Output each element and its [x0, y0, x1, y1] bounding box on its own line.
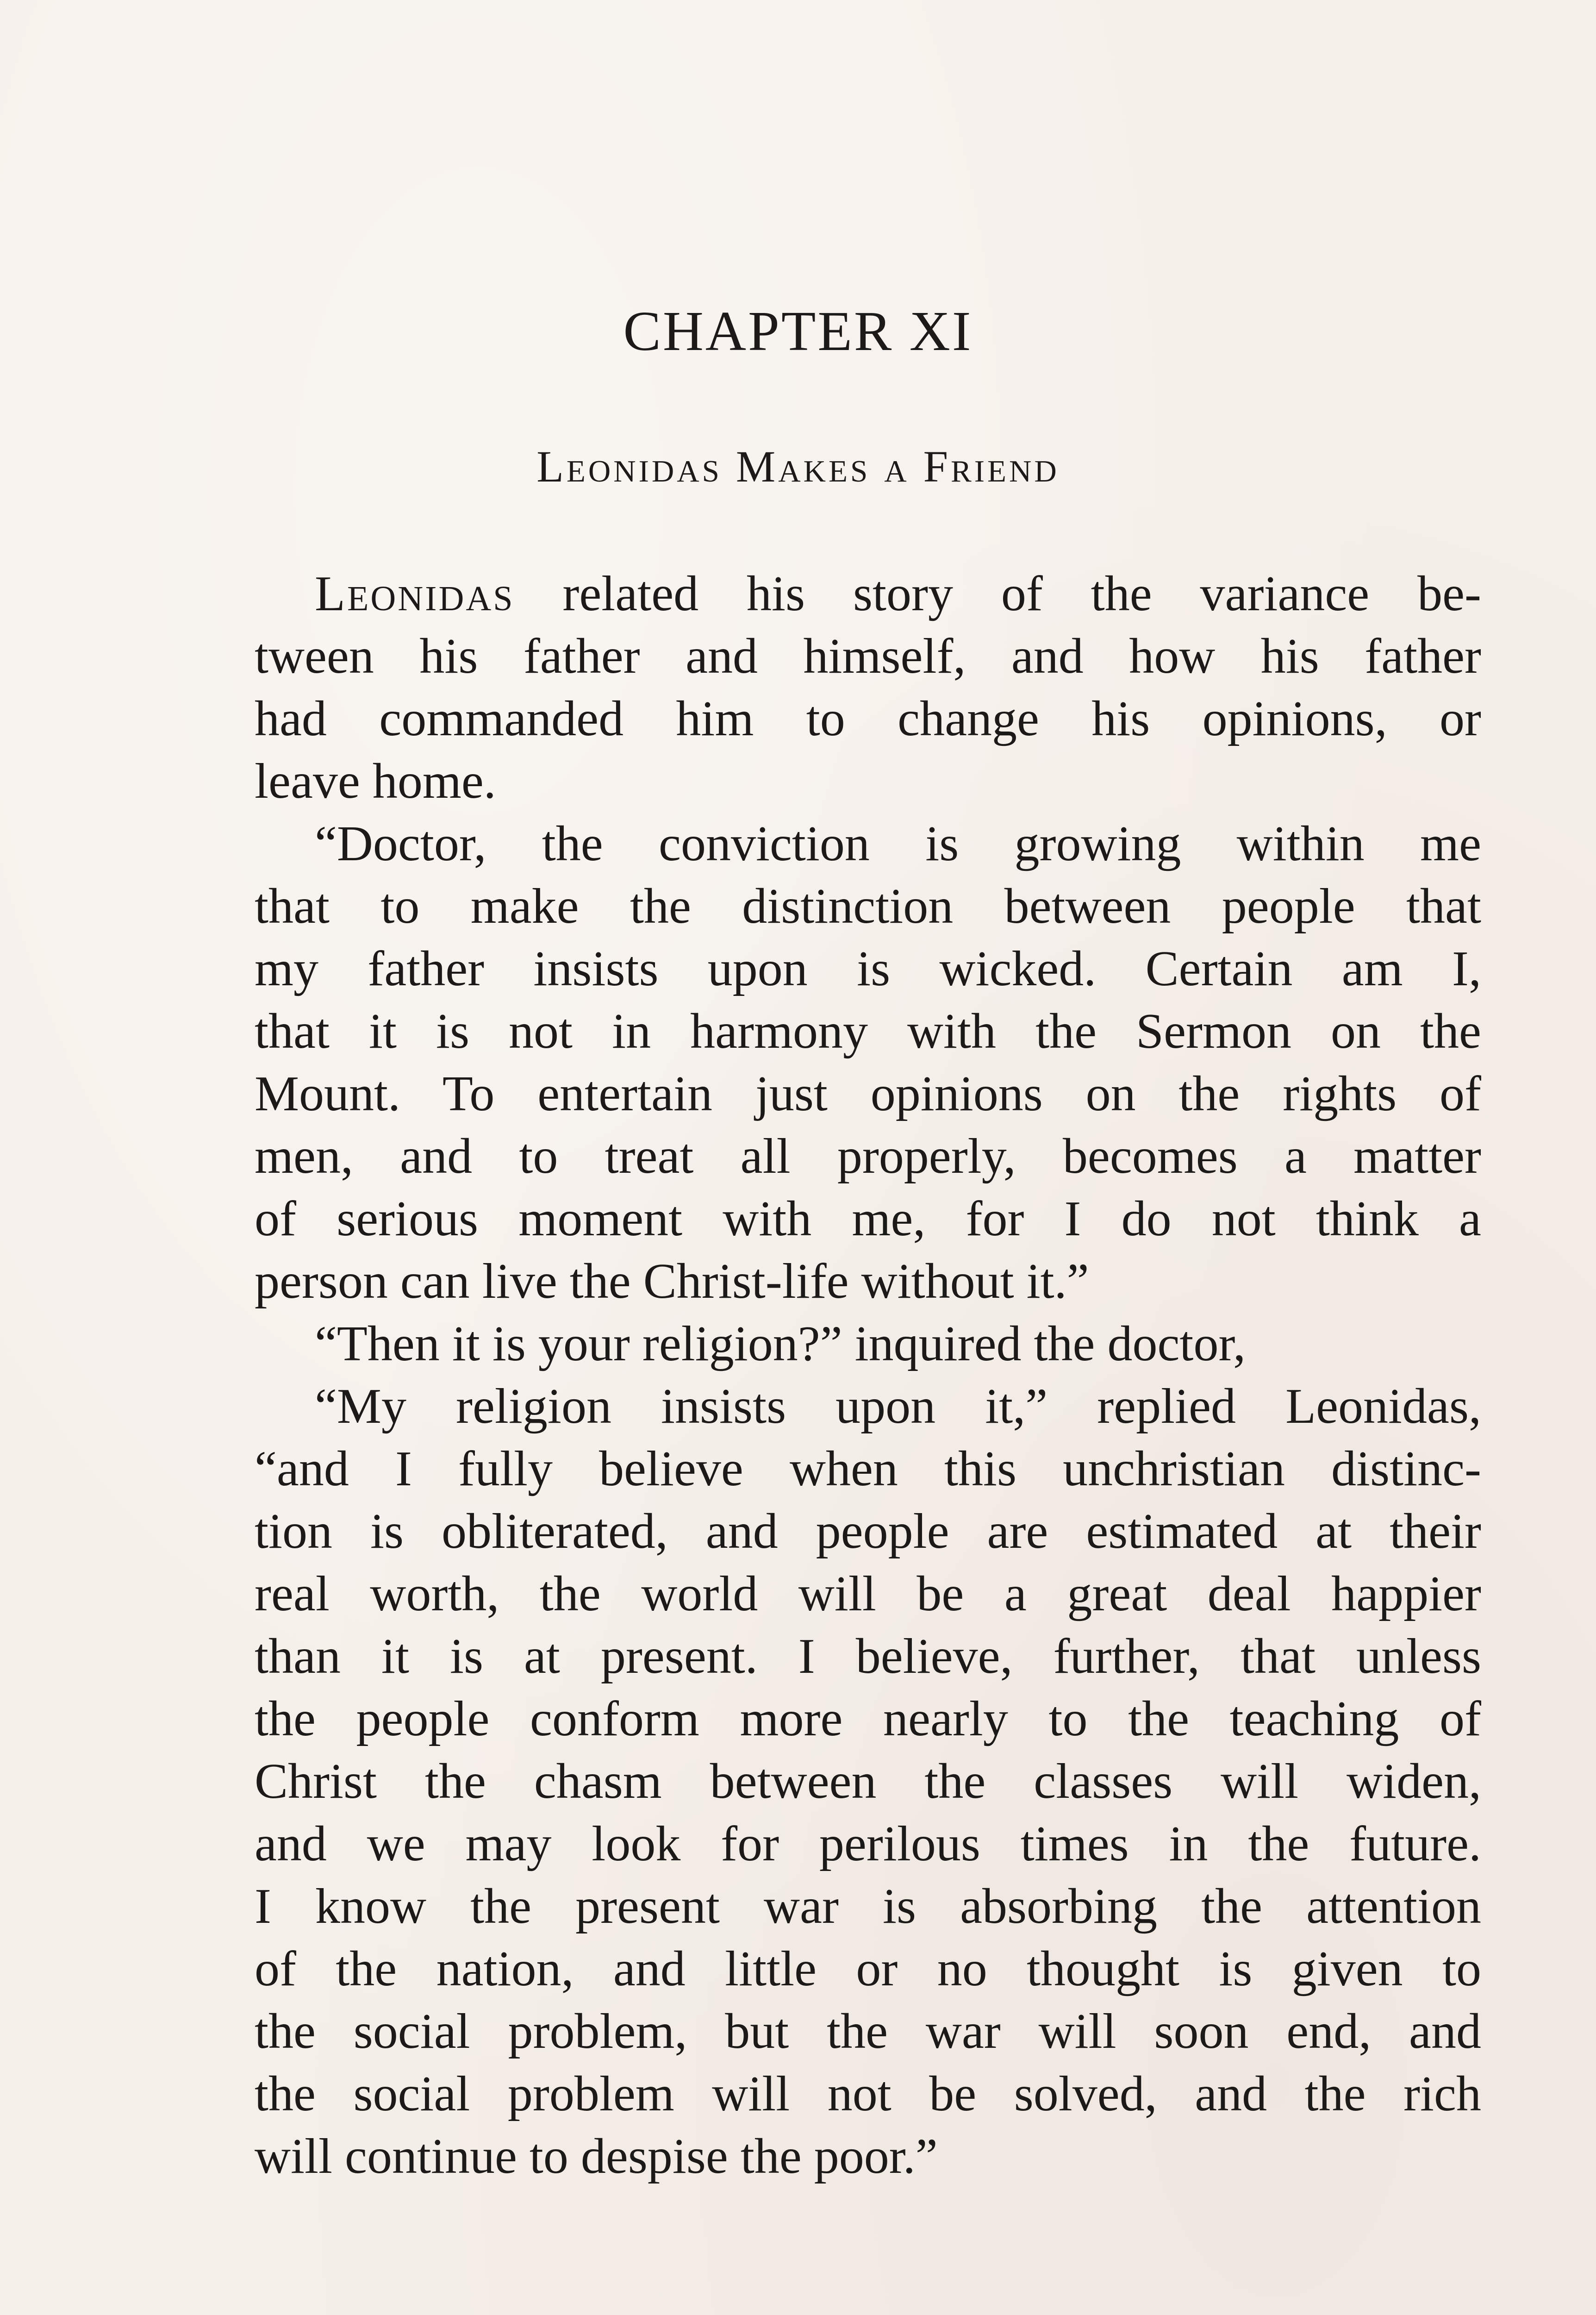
paragraph-2-line-2: that to make the distinction between people that: [255, 879, 1481, 934]
paragraph-2-line-7: of serious moment with me, for I do not think a: [255, 1191, 1481, 1246]
paragraph-1-line-4: leave home.: [255, 754, 496, 809]
paragraph-4-line-13: will continue to despise the poor.”: [255, 2129, 938, 2184]
paragraph-1-line-3: had commanded him to change his opinions, or: [255, 691, 1481, 746]
paragraph-2-line-1: “Doctor, the conviction is growing within me: [315, 816, 1481, 871]
paragraph-4-line-3: tion is obliterated, and people are estimated at their: [255, 1504, 1481, 1559]
paragraph-4-line-2: “and I fully believe when this unchristian distinc-: [255, 1441, 1481, 1496]
paragraph-4-line-7: Christ the chasm between the classes will widen,: [255, 1754, 1481, 1809]
paragraph-4-line-10: of the nation, and little or no thought is given to: [255, 1941, 1481, 1996]
paragraph-1-lead-word: Leonidas: [315, 566, 515, 621]
paragraph-4-line-12: the social problem will not be solved, and the rich: [255, 2066, 1481, 2121]
paragraph-2-line-6: men, and to treat all properly, becomes a matter: [255, 1129, 1481, 1184]
paragraph-1-line-2: tween his father and himself, and how his father: [255, 629, 1481, 684]
paragraph-4-line-11: the social problem, but the war will soon end, and: [255, 2004, 1481, 2059]
paragraph-4-line-5: than it is at present. I believe, further, that unless: [255, 1629, 1481, 1684]
paragraph-4-line-9: I know the present war is absorbing the attention: [255, 1879, 1481, 1934]
paragraph-4-line-8: and we may look for perilous times in the future.: [255, 1816, 1481, 1871]
paragraph-2-line-8: person can live the Christ-life without it.”: [255, 1254, 1089, 1309]
paragraph-2-line-5: Mount. To entertain just opinions on the rights of: [255, 1066, 1481, 1121]
paragraph-1-line-1-text: related his story of the variance be-: [514, 566, 1481, 621]
paragraph-4-line-6: the people conform more nearly to the teaching of: [255, 1691, 1481, 1746]
chapter-title: CHAPTER XI: [623, 300, 973, 363]
paragraph-4-line-1: “My religion insists upon it,” replied Leonidas,: [315, 1379, 1481, 1434]
paragraph-2-line-3: my father insists upon is wicked. Certain am I,: [255, 941, 1481, 996]
chapter-subtitle: Leonidas Makes a Friend: [536, 442, 1060, 491]
chapter-body: [255, 563, 1481, 2188]
paragraph-3-line-1: “Then it is your religion?” inquired the doctor,: [315, 1316, 1246, 1371]
paragraph-4-line-4: real worth, the world will be a great deal happier: [255, 1566, 1481, 1621]
paragraph-2-line-4: that it is not in harmony with the Sermon on the: [255, 1004, 1481, 1059]
paragraph-1-line-1: [255, 563, 1481, 625]
